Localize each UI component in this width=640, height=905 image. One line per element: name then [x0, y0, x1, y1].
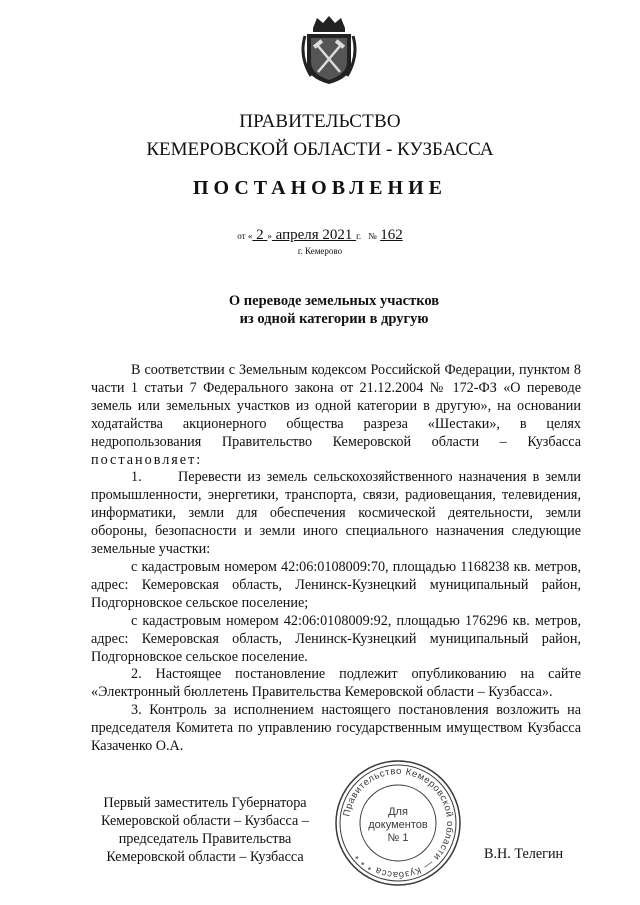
svg-text:№ 1: № 1 [387, 832, 409, 844]
org-name-line1: ПРАВИТЕЛЬСТВО [239, 111, 401, 132]
svg-text:документов: документов [368, 819, 428, 831]
preamble-paragraph [91, 362, 581, 469]
signatory-name: В.Н. Телегин [484, 846, 564, 862]
document-type-title: ПОСТАНОВЛЕНИЕ [193, 177, 447, 199]
item-1b-paragraph: с кадастровым номером 42:06:0108009:92, площадью 176296 кв. метров, адрес: Кемеровская область, Ленинск-Кузнецкий муниципальный район, Подгорновское сельское поселение. [91, 612, 581, 665]
date-prefix: от « [237, 231, 253, 241]
document-city: г. Кемерово [297, 246, 343, 256]
date-year-suffix: г. [356, 231, 362, 241]
item-1-paragraph: 1. Перевести из земель сельскохозяйственного назначения в земли промышленности, энергетики, транспорта, связи, радиовещания, телевидения, информатики, земли для обеспечения космической деятельности, земли обороны, безопасности и земли иного специального назначения следующие земельные участки: [91, 469, 581, 558]
number-prefix: № [368, 231, 377, 241]
signatory-line1: Первый заместитель Губернатора [103, 795, 307, 811]
document-date-line [0, 227, 640, 244]
signatory-line2: Кемеровской области – Кузбасса – [101, 812, 309, 829]
signatory-line3: председатель Правительства [118, 830, 292, 847]
signatory-block [80, 795, 330, 867]
org-name-line2: КЕМЕРОВСКОЙ ОБЛАСТИ - КУЗБАССА [146, 139, 494, 160]
preamble-text: В соответствии с Земельным кодексом Российской Федерации, пунктом 8 части 1 статьи 7 Федерального закона от 21.12.2004 № 172-ФЗ «О переводе земель или земельных участков из одной категории в другую», на основании ходатайства акционерного общества разреза «Шестаки», в целях недропользования Правительство Кемеровской области – Кузбасса [91, 362, 581, 450]
subject-line1: О переводе земельных участков [228, 293, 440, 309]
coat-of-arms-emblem [299, 14, 359, 86]
item-2-paragraph: 2. Настоящее постановление подлежит опубликованию на сайте «Электронный бюллетень Правительства Кемеровской области – Кузбасса». [91, 666, 581, 701]
subject-line2: из одной категории в другую [239, 311, 429, 327]
official-stamp [333, 758, 463, 888]
decree-word: постановляет: [91, 451, 203, 468]
signatory-line4: Кемеровской области – Кузбасса [106, 848, 304, 865]
date-day: 2 [252, 227, 268, 243]
svg-text:Правительство Кемеровской обла: Правительство Кемеровской области — Кузбасса * * * [341, 765, 456, 881]
document-number: 162 [380, 227, 403, 243]
svg-text:Для: Для [388, 806, 408, 818]
date-month-year: апреля 2021 [271, 227, 357, 243]
document-body [91, 362, 581, 756]
item-1a-paragraph: с кадастровым номером 42:06:0108009:70, площадью 1168238 кв. метров, адрес: Кемеровская область, Ленинск-Кузнецкий муниципальный район, Подгорновское сельское поселение; [91, 558, 581, 611]
item-3-paragraph: 3. Контроль за исполнением настоящего постановления возложить на председателя Комитета по управлению государственным имуществом Кузбасса Казаченко О.А. [91, 702, 581, 755]
date-mid: » [267, 231, 272, 241]
